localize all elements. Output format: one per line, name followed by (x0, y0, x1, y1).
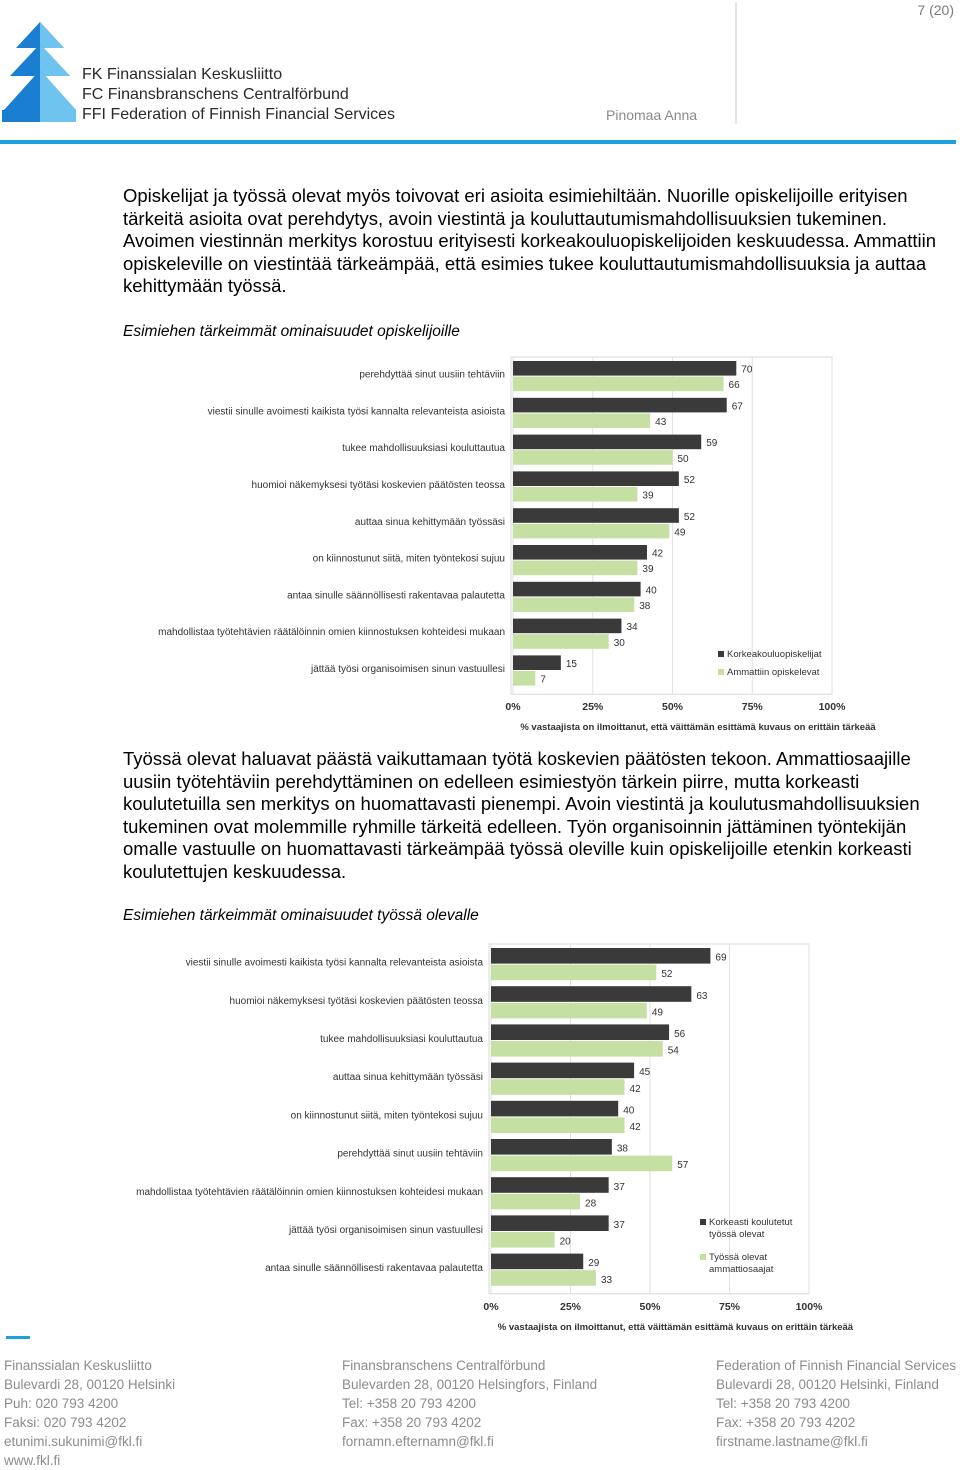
x-tick-label: 100% (795, 1300, 823, 1313)
data-label: 66 (728, 380, 740, 392)
data-label: 40 (645, 585, 657, 597)
bar-series1 (513, 508, 679, 523)
header-divider (735, 2, 737, 124)
category-label: tukee mahdollisuuksiasi kouluttautua (342, 443, 505, 455)
x-tick-label: 0% (505, 701, 521, 714)
data-label: 49 (674, 527, 686, 539)
bar-series2 (491, 1117, 625, 1133)
bar-series2 (513, 634, 609, 649)
bar-series2 (491, 1079, 625, 1095)
logo-line-ffi: FFI Federation of Finnish Financial Services (82, 106, 396, 123)
footer-email-link[interactable]: fornamn.efternamn@fkl.fi (342, 1434, 494, 1449)
footer-column-en (716, 1356, 956, 1451)
data-label: 43 (655, 417, 667, 428)
footer-email-link[interactable]: etunimi.sukunimi@fkl.fi (4, 1434, 143, 1449)
category-label: mahdollistaa työtehtävien räätälöinnin omien kiinnostuksen kohteidesi mukaan (158, 627, 505, 639)
data-label: 33 (600, 1274, 613, 1286)
x-tick-label: 25% (559, 1300, 582, 1313)
footer-line: Faksi: 020 793 4202 (4, 1415, 127, 1430)
category-label: huomioi näkemyksesi työtäsi koskevien päätösten teossa (251, 480, 505, 491)
data-label: 7 (540, 674, 546, 686)
caption-students-chart: Esimiehen tärkeimmät ominaisuudet opiskelijoille (123, 323, 460, 340)
legend-label: Korkeasti koulutetut (709, 1217, 793, 1228)
footer-line: Bulevardi 28, 00120 Helsinki (4, 1377, 176, 1392)
data-label: 29 (588, 1258, 600, 1270)
data-label: 45 (639, 1067, 651, 1079)
x-axis-title: % vastaajista on ilmoittanut, että väittämän esittämä kuvaus on erittäin tärkeää (520, 722, 876, 734)
bar-series1 (491, 1215, 609, 1231)
x-tick-label: 25% (582, 701, 604, 714)
category-label: jättää työsi organisoimisen sinun vastuullesi (311, 664, 505, 675)
bar-series1 (513, 435, 701, 450)
data-label: 30 (613, 637, 625, 649)
bar-series1 (513, 545, 647, 560)
footer-line: Finanssialan Keskusliitto (4, 1358, 152, 1373)
bar-series1 (513, 655, 561, 670)
data-label: 59 (706, 438, 718, 450)
bar-series2 (491, 965, 656, 981)
footer-line: Fax: +358 20 793 4202 (342, 1415, 482, 1430)
legend-label: työssä olevat (709, 1229, 765, 1240)
bar-series2 (513, 597, 634, 612)
footer-line: Bulevarden 28, 00120 Helsingfors, Finland (342, 1377, 598, 1392)
category-label: auttaa sinua kehittymään työssäsi (332, 1072, 483, 1084)
fk-logo (0, 18, 80, 126)
bar-series1 (491, 1139, 612, 1155)
legend-swatch (700, 1219, 706, 1225)
x-tick-label: 50% (661, 701, 684, 714)
category-label: mahdollistaa työtehtävien räätälöinnin omien kiinnostuksen kohteidesi mukaan (136, 1186, 483, 1198)
data-label: 37 (613, 1181, 625, 1193)
category-label: huomioi näkemyksesi työtäsi koskevien päätösten teossa (229, 995, 483, 1007)
category-label: on kiinnostunut siitä, miten työntekosi sujuu (312, 553, 505, 565)
footer-column-sv (342, 1356, 597, 1451)
data-label: 69 (715, 952, 727, 964)
category-label: perehdyttää sinut uusiin tehtäviin (359, 369, 505, 381)
x-tick-label: 75% (718, 1300, 741, 1313)
legend-swatch (718, 651, 724, 657)
data-label: 52 (683, 475, 696, 486)
data-label: 39 (642, 490, 654, 502)
legend-label: Ammattiin opiskelevat (727, 667, 820, 678)
data-label: 54 (667, 1045, 679, 1057)
bar-series1 (491, 1101, 618, 1117)
data-label: 52 (683, 511, 696, 523)
logo-tree-icon (0, 18, 80, 126)
bar-series2 (491, 1232, 555, 1248)
data-label: 42 (629, 1122, 641, 1133)
header-accent-bar (0, 140, 956, 144)
bar-series1 (513, 361, 736, 376)
bar-series1 (513, 471, 679, 486)
category-label: jättää työsi organisoimisen sinun vastuullesi (289, 1225, 483, 1236)
legend-label: Korkeakouluopiskelijat (727, 649, 822, 660)
x-tick-label: 75% (741, 701, 763, 714)
category-label: tukee mahdollisuuksiasi kouluttautua (320, 1034, 483, 1045)
bar-series2 (513, 561, 637, 576)
x-tick-label: 50% (639, 1300, 661, 1313)
bar-series2 (513, 377, 724, 392)
footer-line: Tel: +358 20 793 4200 (342, 1396, 476, 1411)
data-label: 34 (626, 622, 638, 634)
caption-employed-chart: Esimiehen tärkeimmät ominaisuudet työssä olevalle (123, 907, 479, 924)
paragraph-students: Opiskelijat ja työssä olevat myös toivovat eri asioita esimiehiltään. Nuorille opiskelijoille erityisen tärkeitä asioita ovat perehdytys, avoin viestintä ja kouluttautumismahdollisuuksien tukeminen. Avoimen viestinnän merkitys korostuu erityisesti korkeakouluopiskelijoiden keskuudessa. Ammattiin opiskeleville on viestintää tärkeämpää, että esimies tukee kouluttautumismahdollisuuksia ja auttaa kehittymään työssä. (123, 185, 937, 296)
bar-series1 (513, 398, 727, 413)
bar-series2 (491, 1003, 647, 1019)
logo-line-fk: FK Finanssialan Keskusliitto (82, 66, 283, 83)
footer-web-link[interactable]: www.fkl.fi (4, 1453, 61, 1468)
data-label: 42 (629, 1083, 641, 1095)
bar-series1 (491, 948, 710, 964)
footer-email-link[interactable]: firstname.lastname@fkl.fi (716, 1434, 868, 1449)
bar-series2 (491, 1156, 672, 1172)
footer-line: Tel: +358 20 793 4200 (716, 1396, 850, 1411)
bar-series2 (491, 1270, 596, 1286)
footer-line: Puh: 020 793 4200 (4, 1396, 119, 1411)
data-label: 70 (741, 364, 753, 376)
bar-series1 (513, 619, 621, 634)
bar-series2 (513, 487, 637, 502)
paragraph-employed: Työssä olevat haluavat päästä vaikuttamaan työtä koskevien päätösten tekoon. Ammattiosaajille uusiin työtehtäviin perehdyttäminen on edelleen esimiestyön tärkein piirre, mutta korkeasti koulutetuilla sen merkitys on huomattavasti pienempi. Avoin viestintä ja koulutusmahdollisuuksien tukeminen ovat molemmille ryhmille tärkeitä edelleen. Työn organisoinnin jättäminen työntekijän omalle vastuulle on huomattavasti tärkeämpää työssä oleville kuin opiskelijoille etenkin korkeasti koulutettujen keskuudessa. (123, 748, 920, 882)
page-number: 7 (20) (917, 2, 954, 18)
data-label: 52 (661, 969, 673, 981)
x-axis-title: % vastaajista on ilmoittanut, että väittämän esittämä kuvaus on erittäin tärkeää (497, 1321, 854, 1333)
bar-series1 (513, 582, 641, 597)
bar-series2 (491, 1194, 580, 1210)
legend-label: Työssä olevat (709, 1252, 768, 1263)
bar-series1 (491, 1177, 609, 1193)
footer-accent-bar (6, 1336, 30, 1339)
bar-series1 (491, 1063, 634, 1079)
category-label: viestii sinulle avoimesti kaikista työsi kannalta relevanteista asioista (185, 957, 483, 969)
data-label: 49 (651, 1007, 663, 1019)
bar-series1 (491, 986, 691, 1002)
category-label: on kiinnostunut siitä, miten työntekosi sujuu (290, 1110, 483, 1122)
data-label: 20 (559, 1236, 571, 1248)
footer-line: Bulevardi 28, 00120 Helsinki, Finland (716, 1377, 939, 1392)
bar-series1 (491, 1024, 669, 1040)
data-label: 67 (731, 401, 743, 413)
logo-line-fc: FC Finansbranschens Centralförbund (82, 86, 349, 103)
bar-series2 (513, 450, 673, 465)
legend-swatch (700, 1254, 706, 1260)
data-label: 57 (677, 1160, 689, 1172)
header-author: Pinomaa Anna (606, 107, 698, 123)
data-label: 40 (623, 1105, 635, 1117)
data-label: 15 (565, 659, 577, 670)
footer-line: Finansbranschens Centralförbund (342, 1358, 546, 1373)
x-tick-label: 100% (818, 701, 846, 714)
category-label: antaa sinulle säännöllisesti rakentavaa palautetta (287, 590, 505, 602)
data-label: 37 (613, 1220, 625, 1231)
data-label: 38 (639, 601, 651, 612)
category-label: perehdyttää sinut uusiin tehtäviin (337, 1148, 483, 1160)
employed-chart (0, 938, 960, 1338)
data-label: 28 (585, 1198, 597, 1210)
data-label: 38 (616, 1143, 628, 1155)
bar-series2 (513, 524, 669, 539)
data-label: 50 (677, 453, 689, 465)
category-label: antaa sinulle säännöllisesti rakentavaa palautetta (265, 1263, 483, 1275)
bar-series2 (513, 671, 535, 686)
category-label: viestii sinulle avoimesti kaikista työsi kannalta relevanteista asioista (207, 406, 505, 418)
bar-series1 (491, 1254, 583, 1270)
footer-column-fi (4, 1356, 175, 1470)
footer-line: Fax: +358 20 793 4202 (716, 1415, 856, 1430)
data-label: 63 (696, 990, 708, 1002)
footer-line: Federation of Finnish Financial Services (716, 1358, 957, 1373)
data-label: 56 (674, 1029, 686, 1040)
x-tick-label: 0% (483, 1300, 499, 1313)
data-label: 42 (651, 548, 664, 560)
legend-label: ammattiosaajat (709, 1264, 774, 1275)
bar-series2 (491, 1041, 663, 1057)
students-chart (0, 350, 960, 740)
legend-swatch (718, 669, 724, 675)
bar-series2 (513, 413, 650, 428)
category-label: auttaa sinua kehittymään työssäsi (354, 516, 505, 528)
data-label: 39 (642, 564, 654, 576)
